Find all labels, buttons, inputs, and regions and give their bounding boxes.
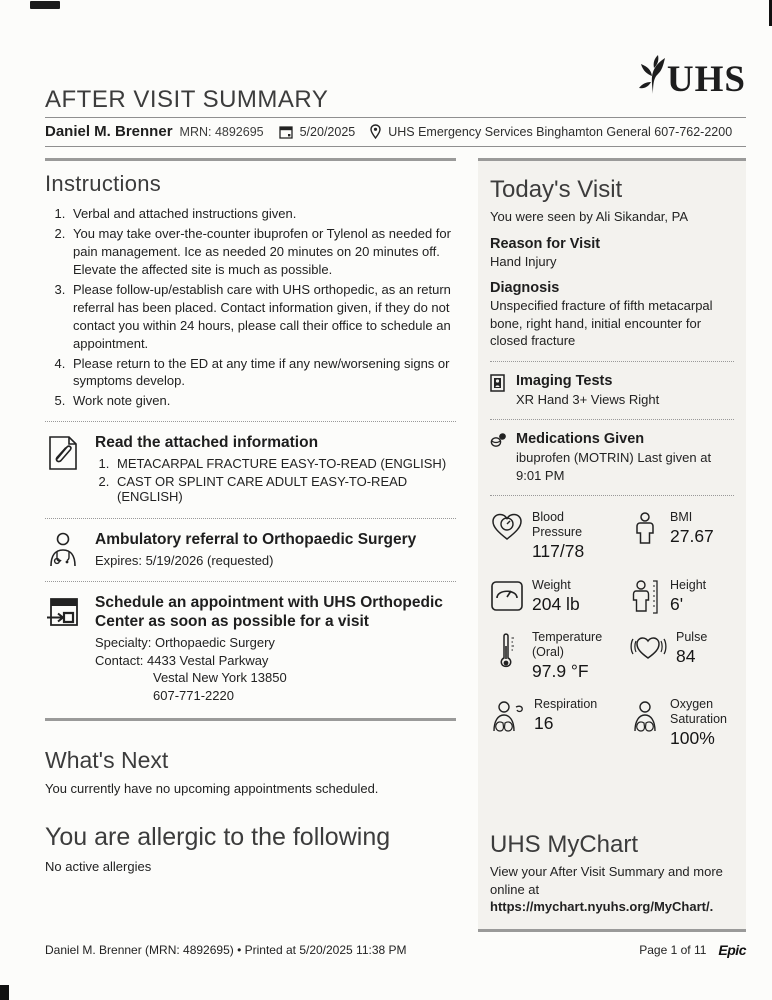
instruction-item: 1. Verbal and attached instructions given.: [69, 205, 456, 223]
divider: [478, 158, 746, 161]
vital-label: Oxygen Saturation: [670, 696, 727, 726]
whats-next-title: What's Next: [45, 746, 169, 773]
instructions-title: Instructions: [45, 171, 162, 196]
instruction-item: 3. Please follow-up/establish care with UHS orthopedic, as an return referral has been placed. Contact information given, if they do not contact you within 24 hours, please call their office to schedule an appointment.: [69, 281, 456, 353]
mychart-text-suffix: .: [709, 899, 714, 915]
vital-value: 100%: [670, 727, 715, 748]
imaging-text: XR Hand 3+ Views Right: [516, 391, 660, 407]
patient-name: Daniel M. Brenner: [45, 123, 173, 140]
divider: [45, 581, 456, 582]
divider: [45, 117, 746, 118]
vital-weight: [490, 578, 628, 614]
todays-visit-title: Today's Visit: [490, 176, 623, 203]
divider: [478, 929, 746, 932]
attached-item: 2. CAST OR SPLINT CARE ADULT EASY-TO-READ (ENGLISH): [113, 474, 456, 504]
vital-label: Height: [670, 577, 707, 592]
visit-date: 5/20/2025: [299, 124, 356, 139]
allergies-title: You are allergic to the following: [45, 823, 391, 852]
schedule-appointment-section: [45, 593, 456, 705]
vital-label: Pulse: [676, 629, 708, 644]
facility: UHS Emergency Services Binghamton General 607-762-2200: [388, 124, 733, 139]
oxygen-saturation-icon: [628, 697, 662, 748]
referral-title: Ambulatory referral to Orthopaedic Surgery: [95, 530, 417, 548]
vital-value: 16: [534, 712, 554, 733]
instruction-item: 4. Please return to the ED at any time if any new/worsening signs or symptoms develop.: [69, 355, 456, 391]
instruction-item: 5. Work note given.: [69, 392, 456, 410]
medications-label: Medications Given: [516, 431, 645, 448]
attached-info-list: [95, 456, 456, 504]
todays-visit-sidebar: [478, 158, 746, 932]
mychart-url: https://mychart.nyuhs.org/MyChart/: [490, 899, 710, 915]
vital-respiration: [490, 697, 628, 748]
vital-oxygen: [628, 697, 734, 748]
divider: [45, 518, 456, 519]
instruction-item: 2. You may take over-the-counter ibuprofen or Tylenol as needed for pain management. Ice as needed 20 minutes on 20 minutes off. Elevate the affected site is much as possible.: [69, 225, 456, 279]
vital-label: Respiration: [534, 696, 598, 711]
vital-label: Weight: [532, 577, 571, 592]
imaging-film-icon: [490, 373, 508, 409]
referral-expires: Expires: 5/19/2026 (requested): [95, 553, 274, 569]
imaging-label: Imaging Tests: [516, 372, 613, 389]
thermometer-icon: [490, 630, 524, 681]
patient-mrn: MRN: 4892695: [179, 124, 264, 139]
reason-text: Hand Injury: [490, 253, 557, 269]
divider: [490, 419, 734, 420]
allergies-text: No active allergies: [45, 859, 152, 875]
vital-value: 27.67: [670, 526, 714, 547]
main-column: [45, 158, 456, 876]
divider: [490, 495, 734, 496]
divider: [490, 361, 734, 362]
vital-label: BMI: [670, 510, 693, 525]
calendar-icon: [279, 125, 293, 139]
attachment-document-icon: [45, 433, 81, 506]
medications-section: [490, 431, 734, 484]
whats-next-text: You currently have no upcoming appointments scheduled.: [45, 780, 379, 796]
bmi-person-icon: [628, 510, 662, 561]
imaging-section: [490, 373, 734, 409]
mychart-text: [490, 863, 734, 916]
vital-label: Blood Pressure: [532, 510, 583, 540]
divider: [45, 718, 456, 721]
vital-temperature: [490, 630, 628, 681]
pulse-heart-icon: [628, 630, 668, 681]
mychart-title: UHS MyChart: [490, 831, 639, 859]
schedule-title: Schedule an appointment with UHS Orthopedic Center as soon as possible for a visit: [95, 593, 443, 630]
vital-blood-pressure: [490, 510, 628, 561]
divider: [45, 158, 456, 161]
patient-info-row: [45, 123, 746, 140]
attached-info-title: Read the attached information: [95, 434, 319, 452]
pills-icon: [490, 431, 508, 484]
header: [45, 52, 746, 147]
location-pin-icon: [370, 124, 381, 139]
uhs-logo: [637, 54, 746, 98]
attached-item: 1. METACARPAL FRACTURE EASY-TO-READ (ENGLISH): [113, 456, 456, 471]
scan-artifact: [30, 1, 60, 9]
vital-value: 204 lb: [532, 593, 580, 614]
footer: [45, 942, 746, 958]
diagnosis-text: Unspecified fracture of fifth metacarpal bone, right hand, initial encounter for closed fracture: [490, 298, 713, 349]
referral-section: [45, 530, 456, 570]
vital-height: [628, 578, 734, 614]
uhs-logo-text: UHS: [666, 59, 746, 100]
vital-pulse: [628, 630, 734, 681]
respiration-icon: [490, 697, 526, 748]
divider: [45, 421, 456, 422]
epic-logo: Epic: [718, 942, 746, 958]
medications-text: ibuprofen (MOTRIN) Last given at 9:01 PM: [516, 450, 712, 483]
height-ruler-icon: [628, 578, 662, 614]
vital-value: 6': [670, 593, 684, 614]
doctor-icon: [45, 530, 81, 570]
schedule-contact-line2: Vestal New York 13850: [153, 670, 287, 686]
footer-patient-printed: Daniel M. Brenner (MRN: 4892695) • Printed at 5/20/2025 11:38 PM: [45, 943, 407, 957]
schedule-specialty: Specialty: Orthopaedic Surgery: [95, 635, 275, 651]
blood-pressure-icon: [490, 510, 524, 561]
schedule-contact-line3: 607-771-2220: [153, 688, 234, 703]
page-title: AFTER VISIT SUMMARY: [45, 86, 329, 113]
vital-value: 97.9 °F: [532, 660, 589, 681]
diagnosis-label: Diagnosis: [490, 280, 560, 297]
vital-label: Temperature (Oral): [532, 629, 603, 659]
vital-value: 84: [676, 645, 696, 666]
attached-info-section: [45, 433, 456, 506]
divider: [45, 146, 746, 147]
vital-bmi: [628, 510, 734, 561]
calendar-arrow-icon: [45, 593, 81, 705]
footer-page-number: Page 1 of 11: [639, 943, 707, 957]
reason-label: Reason for Visit: [490, 235, 601, 252]
vital-value: 117/78: [532, 541, 585, 562]
uhs-leaf-icon: [637, 54, 671, 96]
mychart-text-prefix: View your After Visit Summary and more online at: [490, 864, 723, 897]
scan-artifact: [0, 985, 9, 1000]
vitals-grid: [490, 510, 734, 748]
instructions-list: [51, 205, 456, 410]
seen-by-text: You were seen by Ali Sikandar, PA: [490, 209, 689, 224]
schedule-contact: Contact: 4433 Vestal Parkway: [95, 652, 269, 668]
mychart-section: [490, 823, 734, 916]
scale-icon: [490, 578, 524, 614]
